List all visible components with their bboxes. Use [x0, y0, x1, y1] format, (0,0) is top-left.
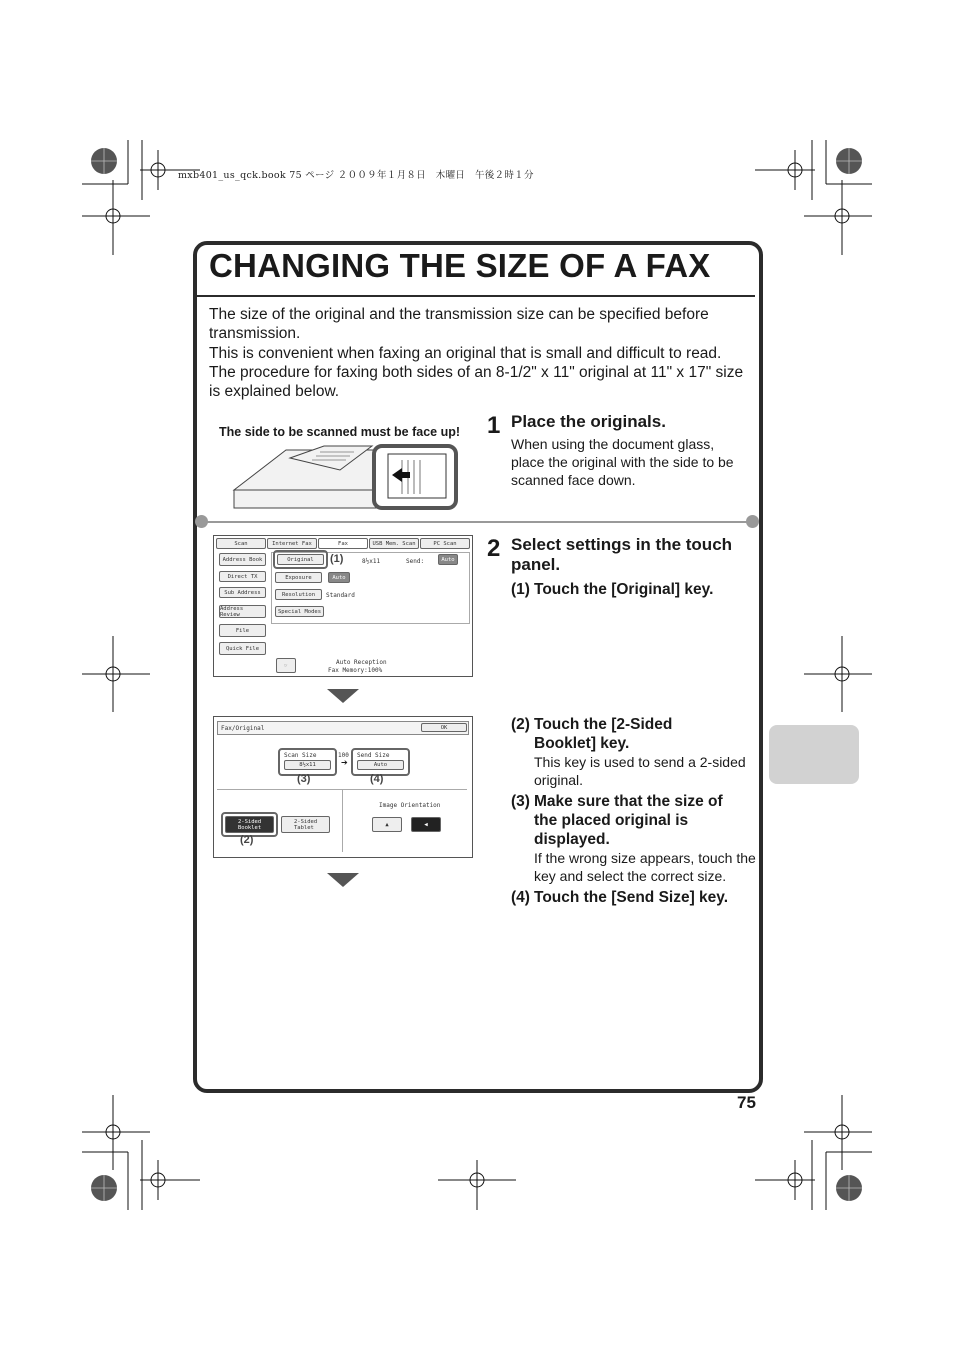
tab-scan[interactable]: Scan: [216, 538, 266, 549]
callout-4: (4): [370, 773, 384, 785]
screen-header-title: Fax/Original: [221, 725, 265, 732]
substep-3-num: (3): [511, 793, 530, 810]
tab-fax[interactable]: Fax: [318, 538, 368, 549]
status-fax-memory: Fax Memory:100%: [328, 667, 383, 674]
down-arrow-icon: [327, 873, 359, 887]
touch-panel-fax-original: [213, 716, 473, 858]
address-review-button[interactable]: Address Review: [219, 605, 266, 618]
hand-icon[interactable]: ☞: [276, 658, 296, 673]
resolution-button[interactable]: Resolution: [275, 589, 322, 600]
original-size-value: 8½x11: [362, 558, 381, 565]
substep-3-desc: If the wrong size appears, touch the key and select the correct size.: [534, 850, 756, 884]
step-1-title: Place the originals.: [511, 412, 666, 431]
substep-2-desc: This key is used to send a 2-sided original.: [534, 754, 746, 788]
arrow-right-icon: ➔: [341, 758, 348, 767]
divider-dot: [195, 515, 208, 528]
scanner-illustration: [230, 444, 462, 510]
portrait-orientation-button[interactable]: ▲: [372, 817, 402, 832]
sub-address-button[interactable]: Sub Address: [219, 587, 266, 598]
divider-dot: [746, 515, 759, 528]
step-2-number: 2: [487, 535, 501, 562]
intro-paragraph: This is convenient when faxing an original that is small and difficult to read.: [209, 344, 722, 362]
scan-size-button[interactable]: 8½x11: [284, 760, 331, 770]
tab-internet-fax[interactable]: Internet Fax: [267, 538, 317, 549]
resolution-value: Standard: [326, 592, 355, 599]
send-label: Send:: [406, 558, 425, 565]
exposure-button[interactable]: Exposure: [275, 572, 322, 583]
status-auto-reception: Auto Reception: [336, 659, 387, 666]
step-1-desc: When using the document glass, place the original with the side to be scanned face down.: [511, 436, 734, 488]
section-divider-vertical: [342, 790, 343, 852]
landscape-orientation-button[interactable]: ◀: [411, 817, 441, 832]
send-auto-value: Auto: [438, 554, 458, 565]
substep-2-num: (2): [511, 716, 530, 733]
page-title: CHANGING THE SIZE OF A FAX: [209, 247, 711, 284]
address-book-button[interactable]: Address Book: [219, 553, 266, 566]
ok-button[interactable]: OK: [421, 723, 467, 732]
substep-4-title: Touch the [Send Size] key.: [534, 889, 729, 906]
down-arrow-icon: [327, 689, 359, 703]
touch-panel-fax: [213, 535, 473, 677]
page-number: 75: [737, 1093, 756, 1112]
substep-3-title: Make sure that the size of the placed original is displayed.: [534, 793, 723, 848]
callout-1: (1): [330, 553, 344, 565]
intro-paragraph: The size of the original and the transmission size can be specified before transmission.: [209, 306, 709, 343]
original-highlight: [273, 550, 328, 569]
substep-4-num: (4): [511, 889, 530, 906]
direct-tx-button[interactable]: Direct TX: [219, 571, 266, 582]
step-2-title: Select settings in the touch panel.: [511, 535, 733, 574]
special-modes-button[interactable]: Special Modes: [275, 606, 324, 617]
intro-paragraph: The procedure for faxing both sides of an 8-1/2" x 11" original at 11" x 17" size is explained below.: [209, 363, 744, 401]
exposure-value: Auto: [328, 572, 350, 583]
substep-1-title: Touch the [Original] key.: [534, 581, 714, 598]
title-rule: [197, 295, 755, 297]
two-sided-tablet-button[interactable]: 2-Sided Tablet: [281, 816, 330, 833]
image-orientation-label: Image Orientation: [379, 802, 441, 809]
send-size-button[interactable]: Auto: [357, 760, 404, 770]
file-button[interactable]: File: [219, 624, 266, 637]
substep-1-num: (1): [511, 581, 530, 598]
callout-3: (3): [297, 773, 311, 785]
intro-text: [209, 305, 749, 401]
callout-2: (2): [240, 834, 254, 846]
illustration-label: The side to be scanned must be face up!: [219, 425, 461, 439]
quick-file-button[interactable]: Quick File: [219, 642, 266, 655]
step-1-number: 1: [487, 412, 501, 439]
chapter-side-tab: [769, 725, 859, 784]
two-sided-booklet-button[interactable]: 2-Sided Booklet: [225, 816, 274, 833]
step-divider: [197, 521, 755, 523]
scan-size-label: Scan Size: [284, 752, 317, 759]
send-size-label: Send Size: [357, 752, 390, 759]
tab-usb-mem-scan[interactable]: USB Mem. Scan: [369, 538, 419, 549]
ratio-value: 100: [338, 752, 349, 759]
tab-pc-scan[interactable]: PC Scan: [420, 538, 470, 549]
print-header-meta: mxb401_us_qck.book 75 ページ ２００９年１月８日 木曜日 午後２時１分: [178, 170, 534, 181]
substep-2-title: Touch the [2-Sided Booklet] key.: [534, 716, 673, 752]
original-button[interactable]: Original: [277, 554, 324, 565]
